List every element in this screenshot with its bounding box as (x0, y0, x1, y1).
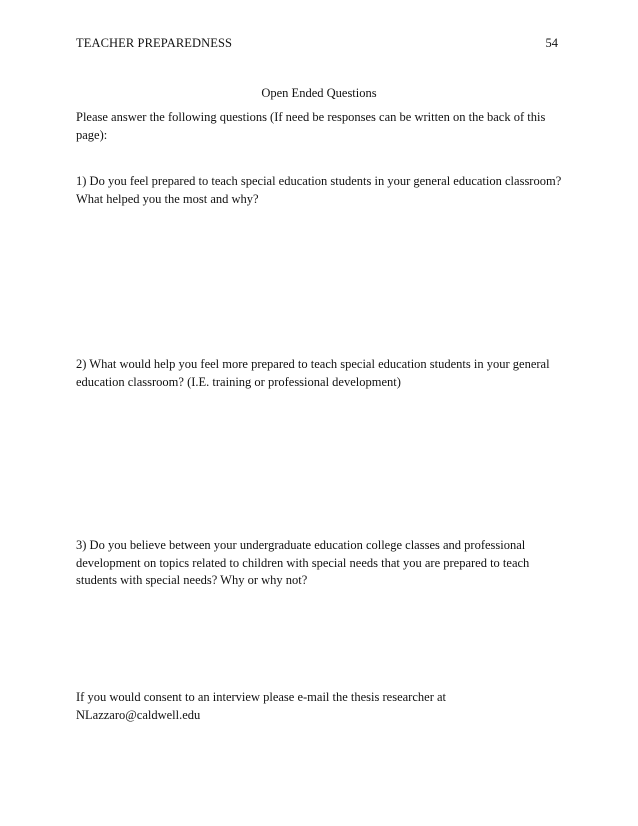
instructions-paragraph: Please answer the following questions (If need be responses can be written on the back of this page): (76, 110, 546, 142)
researcher-email: NLazzaro@caldwell.edu (76, 707, 201, 722)
section-title: Open Ended Questions (261, 86, 377, 100)
consent-text: If you would consent to an interview please e-mail the thesis researcher at (76, 690, 447, 704)
consent-paragraph (76, 689, 566, 724)
question-3: 3) Do you believe between your undergraduate education college classes and professional development on topics related to children with special needs that you are prepared to teach students with special needs? Why or why not? (76, 538, 530, 587)
question-2: 2) What would help you feel more prepared to teach special education students in your general education classroom? (I.E. training or professional development) (76, 357, 550, 389)
running-head: TEACHER PREPAREDNESS (76, 36, 233, 50)
question-1: 1) Do you feel prepared to teach special education students in your general education classroom? What helped you the most and why? (76, 174, 562, 206)
page-number: 54 (545, 36, 558, 50)
